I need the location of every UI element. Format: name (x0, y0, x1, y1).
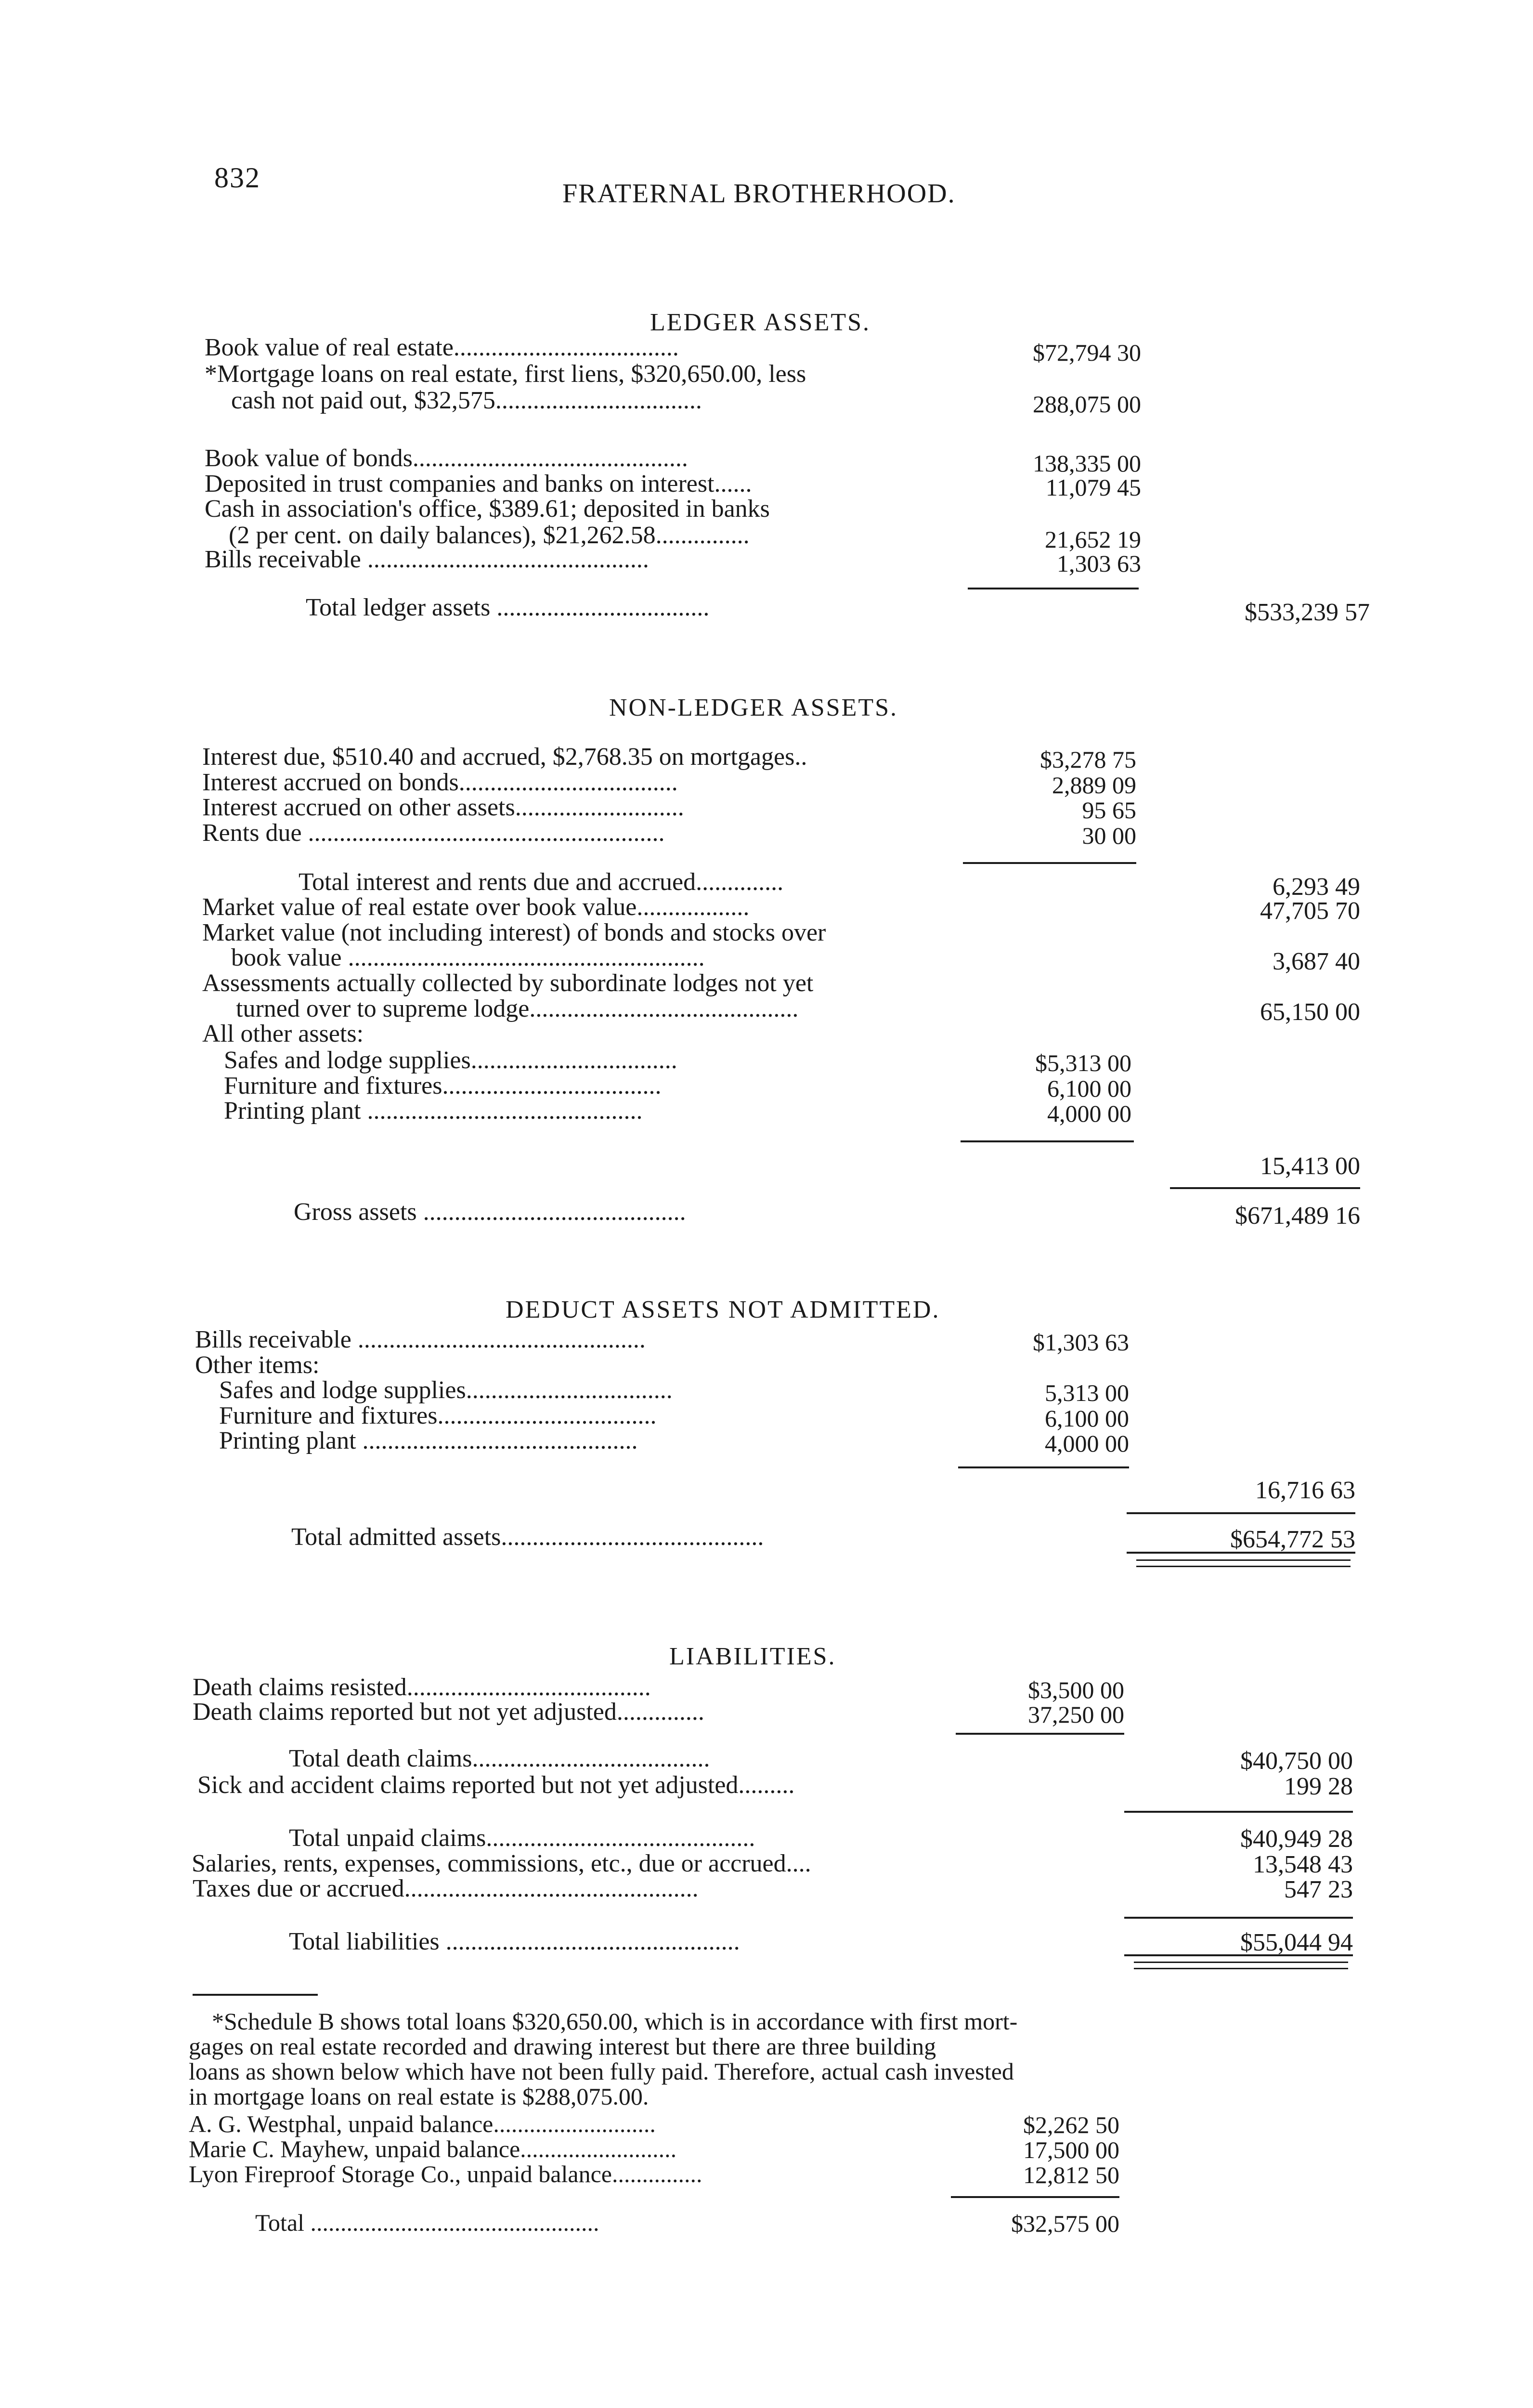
ledger-line: Cash in association's office, $389.61; deposited in banks (205, 495, 770, 523)
deduct-other-line: Safes and lodge supplies................................. (219, 1376, 673, 1404)
liabilities-under-rule (1124, 1954, 1353, 1956)
section-title-liabilities: LIABILITIES. (669, 1643, 836, 1670)
subtotal-rule (961, 1140, 1134, 1142)
other-assets-label: All other assets: (202, 1020, 364, 1047)
deduct-other-amount: 6,100 00 (1045, 1405, 1129, 1432)
deduct-other-label: Other items: (195, 1351, 320, 1379)
gross-assets-amount: $671,489 16 (1235, 1202, 1360, 1230)
admitted-rule (1127, 1512, 1355, 1514)
footnote-line: in mortgage loans on real estate is $288,075.00. (189, 2083, 649, 2110)
total-death-amount: $40,750 00 (1240, 1747, 1353, 1775)
total-liabilities-label: Total liabilities ............................................... (289, 1928, 740, 1955)
ledger-amount: 1,303 63 (1057, 550, 1141, 577)
running-title: FRATERNAL BROTHERHOOD. (562, 179, 956, 209)
footnote-item-amount: 12,812 50 (1023, 2161, 1119, 2188)
salaries-amount: 13,548 43 (1253, 1851, 1353, 1878)
footnote-line: gages on real estate recorded and drawing interest but there are three building (189, 2033, 936, 2060)
ledger-line: Book value of bonds............................................ (205, 445, 688, 472)
admitted-assets-amount: $654,772 53 (1230, 1526, 1355, 1553)
market-re-label: Market value of real estate over book value.................. (202, 893, 750, 921)
footnote-item: A. G. Westphal, unpaid balance........................... (189, 2110, 656, 2137)
market-bonds-line: book value ......................................................... (231, 944, 705, 971)
section-title-ledger-assets: LEDGER ASSETS. (650, 309, 871, 336)
ledger-line: Deposited in trust companies and banks on interest...... (205, 470, 752, 497)
ledger-amount: 11,079 45 (1045, 474, 1141, 501)
section-title-nonledger-assets: NON-LEDGER ASSETS. (609, 694, 898, 721)
double-rule (1134, 1962, 1348, 1969)
other-asset-line: Furniture and fixtures................................... (224, 1072, 662, 1099)
ledger-line: Bills receivable ............................................. (205, 546, 649, 573)
liability-line: Death claims resisted....................................... (193, 1674, 651, 1701)
subtotal-rule (963, 862, 1136, 864)
footnote-line: *Schedule B shows total loans $320,650.00, which is in accordance with first mort- (212, 2008, 1018, 2035)
liability-amount: 37,250 00 (1028, 1701, 1124, 1728)
gross-rule (1170, 1187, 1360, 1189)
ledger-amount: $72,794 30 (1033, 339, 1141, 366)
nonledger-line: Interest accrued on other assets........................... (202, 794, 684, 821)
deduct-other-amount: 4,000 00 (1045, 1430, 1129, 1457)
total-liabilities-amount: $55,044 94 (1240, 1929, 1353, 1956)
admitted-assets-label: Total admitted assets.......................................... (291, 1523, 764, 1551)
unpaid-rule (1124, 1811, 1353, 1813)
nonledger-amount: 30 00 (1082, 822, 1136, 849)
assessments-line: Assessments actually collected by subordinate lodges not yet (202, 969, 814, 997)
deduct-other-line: Furniture and fixtures................................... (219, 1402, 657, 1429)
footnote-rule (193, 1994, 318, 1996)
liabilities-rule (1124, 1917, 1353, 1919)
footnote-total-label: Total ................................................ (255, 2209, 599, 2236)
total-interest-label: Total interest and rents due and accrued.............. (299, 868, 784, 896)
ledger-amount: 21,652 19 (1045, 526, 1141, 553)
ledger-line: cash not paid out, $32,575................................. (231, 387, 702, 414)
deduct-other-amount: 5,313 00 (1045, 1379, 1129, 1406)
footnote-item-amount: $2,262 50 (1023, 2111, 1119, 2138)
market-re-amount: 47,705 70 (1260, 897, 1360, 925)
other-asset-amount: 6,100 00 (1047, 1075, 1131, 1102)
taxes-label: Taxes due or accrued............................................... (193, 1875, 699, 1902)
nonledger-line: Rents due ......................................................... (202, 819, 665, 847)
assessments-amount: 65,150 00 (1260, 998, 1360, 1026)
gross-assets-label: Gross assets .......................................... (294, 1198, 686, 1226)
liability-line: Death claims reported but not yet adjusted.............. (193, 1698, 704, 1726)
salaries-label: Salaries, rents, expenses, commissions, etc., due or accrued.... (192, 1850, 811, 1877)
total-interest-amount: 6,293 49 (1273, 873, 1360, 901)
total-unpaid-amount: $40,949 28 (1240, 1825, 1353, 1853)
page-number: 832 (214, 162, 260, 194)
ledger-amount: 138,335 00 (1033, 450, 1141, 477)
other-asset-amount: $5,313 00 (1035, 1049, 1131, 1076)
deduct-subtotal: 16,716 63 (1255, 1477, 1355, 1504)
ledger-line: Book value of real estate.................................... (205, 334, 679, 361)
total-death-label: Total death claims...................................... (289, 1745, 710, 1772)
market-bonds-amount: 3,687 40 (1273, 948, 1360, 975)
subtotal-rule (968, 588, 1139, 589)
deduct-bills-amount: $1,303 63 (1033, 1329, 1129, 1356)
nonledger-amount: $3,278 75 (1040, 746, 1136, 773)
ledger-line: (2 per cent. on daily balances), $21,262.58............... (229, 522, 750, 549)
ledger-amount: 288,075 00 (1033, 391, 1141, 418)
taxes-amount: 547 23 (1284, 1876, 1353, 1903)
section-title-deduct-assets: DEDUCT ASSETS NOT ADMITTED. (506, 1296, 940, 1323)
nonledger-amount: 2,889 09 (1052, 772, 1136, 798)
ledger-line: *Mortgage loans on real estate, first liens, $320,650.00, less (205, 360, 806, 388)
sick-claims-amount: 199 28 (1284, 1773, 1353, 1800)
nonledger-line: Interest due, $510.40 and accrued, $2,768.35 on mortgages.. (202, 743, 807, 771)
subtotal-rule (956, 1733, 1124, 1735)
footnote-total-amount: $32,575 00 (1011, 2210, 1119, 2237)
subtotal-rule (951, 2196, 1119, 2198)
deduct-bills-label: Bills receivable .............................................. (195, 1326, 646, 1353)
footnote-item: Marie C. Mayhew, unpaid balance.......................... (189, 2135, 677, 2162)
admitted-under-rule (1127, 1552, 1355, 1554)
double-rule (1136, 1559, 1351, 1567)
footnote-item-amount: 17,500 00 (1023, 2136, 1119, 2163)
nonledger-amount: 95 65 (1082, 797, 1136, 824)
liability-amount: $3,500 00 (1028, 1676, 1124, 1703)
other-asset-line: Safes and lodge supplies................................. (224, 1047, 677, 1074)
footnote-item: Lyon Fireproof Storage Co., unpaid balance............... (189, 2160, 702, 2187)
market-bonds-line: Market value (not including interest) of bonds and stocks over (202, 919, 826, 946)
assessments-line: turned over to supreme lodge........................................... (236, 995, 799, 1022)
other-assets-total: 15,413 00 (1260, 1152, 1360, 1180)
ledger-total-amount: $533,239 57 (1245, 599, 1370, 626)
deduct-other-line: Printing plant ............................................ (219, 1427, 638, 1454)
footnote-line: loans as shown below which have not been fully paid. Therefore, actual cash invested (189, 2058, 1014, 2085)
sick-claims-label: Sick and accident claims reported but not yet adjusted......... (197, 1771, 795, 1799)
nonledger-line: Interest accrued on bonds................................... (202, 769, 678, 796)
other-asset-amount: 4,000 00 (1047, 1100, 1131, 1127)
total-unpaid-label: Total unpaid claims........................................... (289, 1824, 755, 1852)
subtotal-rule (958, 1466, 1129, 1468)
other-asset-line: Printing plant ............................................ (224, 1097, 643, 1125)
ledger-total-label: Total ledger assets .................................. (306, 594, 710, 621)
